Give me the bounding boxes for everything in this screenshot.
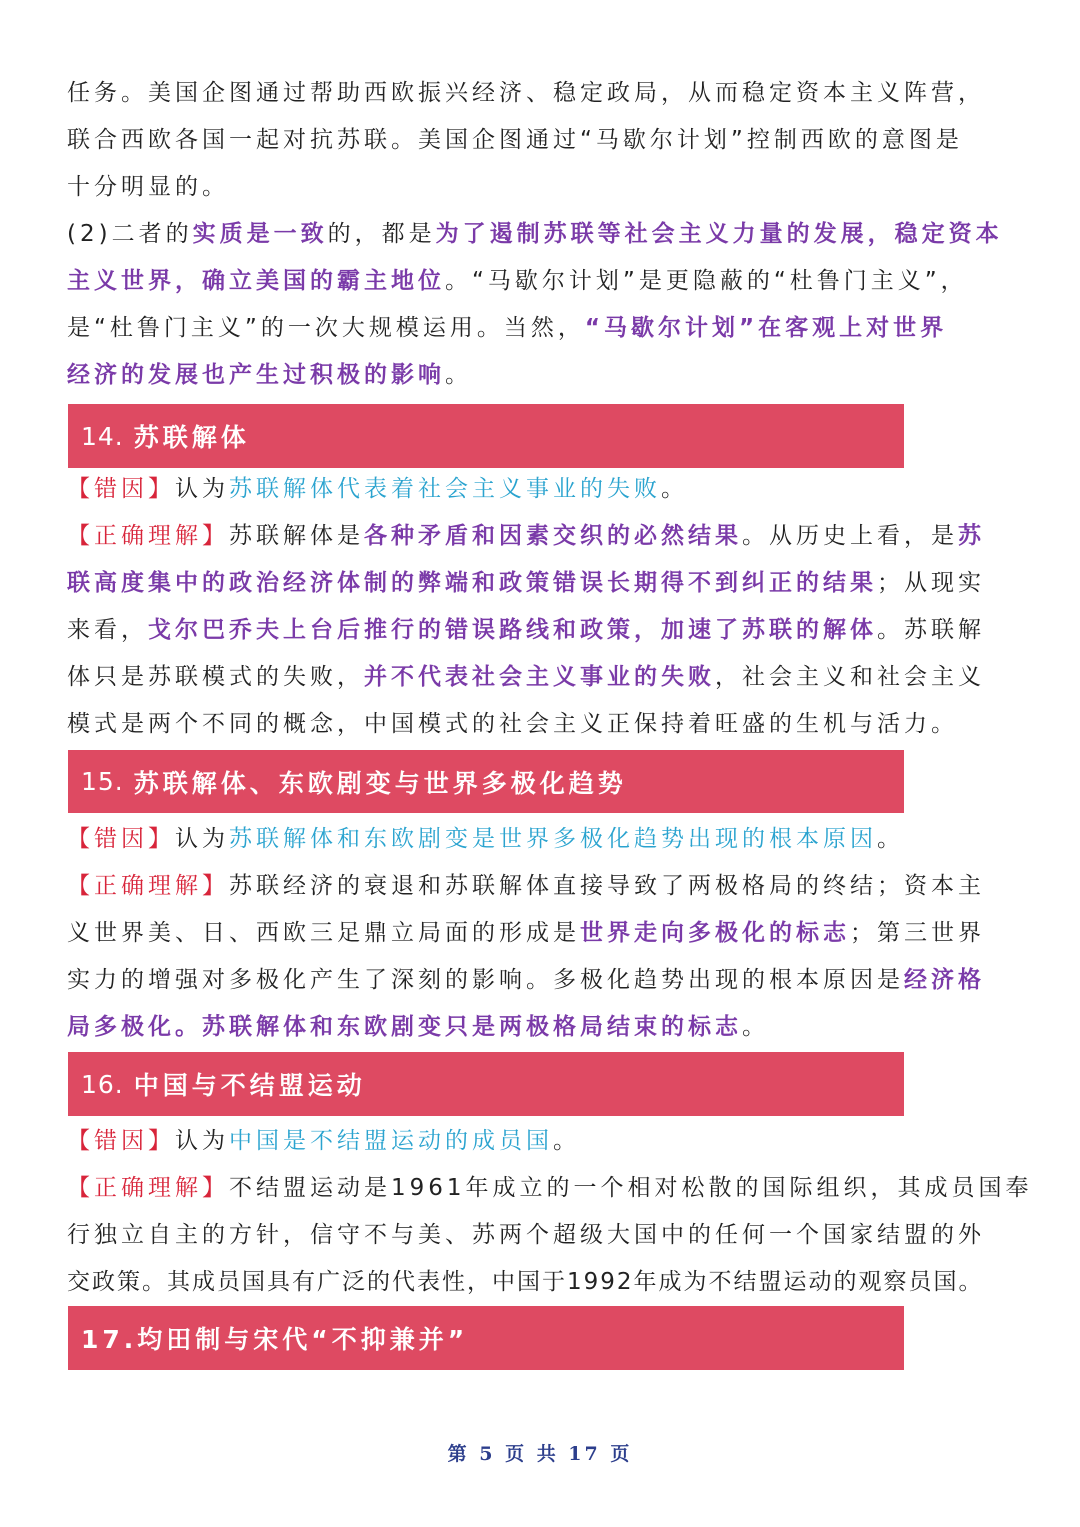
highlight-text: 并不代表社会主义事业的失败: [364, 664, 715, 690]
error-cause-line: 【错因】认为苏联解体和东欧剧变是世界多极化趋势出现的根本原因。: [67, 826, 904, 852]
section-title: 17.均田制与宋代“不抑兼并”: [81, 1325, 469, 1354]
correct-tag: 【正确理解】: [67, 523, 229, 549]
section-heading-14: [68, 404, 904, 468]
section-heading-17: [68, 1306, 904, 1370]
highlight-text: 经济的发展也产生过积极的影响: [67, 362, 445, 388]
section-number: 15.: [81, 767, 124, 796]
section-title: 苏联解体、东欧剧变与世界多极化趋势: [133, 768, 627, 798]
correct-tag: 【正确理解】: [67, 1175, 229, 1201]
highlight-text: 局多极化。苏联解体和东欧剧变只是两极格局结束的标志: [67, 1014, 742, 1040]
error-cause-line: 【错因】认为苏联解体代表着社会主义事业的失败。: [67, 476, 688, 502]
error-cause-line: 【错因】认为中国是不结盟运动的成员国。: [67, 1128, 580, 1154]
paragraph-line: 是“杜鲁门主义”的一次大规模运用。当然，“马歇尔计划”在客观上对世界: [67, 315, 948, 341]
error-tag: 【错因】: [67, 476, 175, 502]
highlight-text: 戈尔巴乔夫上台后推行的错误路线和政策，加速了苏联的解体: [148, 617, 877, 643]
highlight-text: 苏: [958, 523, 985, 549]
highlight-text: 世界走向多极化的标志: [580, 920, 850, 946]
paragraph-line: 体只是苏联模式的失败，并不代表社会主义事业的失败，社会主义和社会主义: [67, 664, 985, 690]
paragraph-line: 模式是两个不同的概念，中国模式的社会主义正保持着旺盛的生机与活力。: [67, 711, 958, 737]
paragraph-line: 来看，戈尔巴乔夫上台后推行的错误路线和政策，加速了苏联的解体。苏联解: [67, 617, 985, 643]
section-heading-15: [68, 750, 904, 813]
section-number: 14.: [81, 421, 124, 451]
section-number: 16.: [81, 1069, 124, 1099]
paragraph-line: 局多极化。苏联解体和东欧剧变只是两极格局结束的标志。: [67, 1014, 769, 1040]
error-tag: 【错因】: [67, 826, 175, 852]
paragraph-line: 【正确理解】苏联经济的衰退和苏联解体直接导致了两极格局的终结；资本主: [67, 873, 985, 899]
correct-tag: 【正确理解】: [67, 873, 229, 899]
section-title: 中国与不结盟运动: [133, 1071, 366, 1100]
paragraph-line: (2)二者的实质是一致的，都是为了遏制苏联等社会主义力量的发展，稳定资本: [67, 221, 1003, 247]
error-text: 苏联解体代表着社会主义事业的失败: [229, 476, 661, 502]
paragraph-line: 主义世界，确立美国的霸主地位。“马歇尔计划”是更隐蔽的“杜鲁门主义”，: [67, 268, 968, 294]
paragraph-line: 【正确理解】苏联解体是各种矛盾和因素交织的必然结果。从历史上看，是苏: [67, 523, 985, 549]
highlight-text: 为了遏制苏联等社会主义力量的发展，稳定资本: [435, 221, 1003, 247]
paragraph-line: 行独立自主的方针，信守不与美、苏两个超级大国中的任何一个国家结盟的外: [67, 1222, 985, 1248]
page-number-footer: 第 5 页 共 17 页: [447, 1443, 633, 1465]
highlight-text: 各种矛盾和因素交织的必然结果: [364, 523, 742, 549]
error-text: 苏联解体和东欧剧变是世界多极化趋势出现的根本原因: [229, 826, 877, 852]
paragraph-line: 实力的增强对多极化产生了深刻的影响。多极化趋势出现的根本原因是经济格: [67, 967, 985, 993]
paragraph-line: 义世界美、日、西欧三足鼎立局面的形成是世界走向多极化的标志；第三世界: [67, 920, 985, 946]
paragraph-line: 任务。美国企图通过帮助西欧振兴经济、稳定政局，从而稳定资本主义阵营，: [67, 80, 985, 106]
section-title: 苏联解体: [133, 423, 250, 452]
highlight-text: 实质是一致: [192, 221, 328, 247]
paragraph-line: 交政策。其成员国具有广泛的代表性，中国于1992年成为不结盟运动的观察员国。: [67, 1269, 984, 1295]
highlight-text: 主义世界，确立美国的霸主地位: [67, 268, 445, 294]
highlight-text: 联高度集中的政治经济体制的弊端和政策错误长期得不到纠正的结果: [67, 570, 877, 596]
paragraph-line: 经济的发展也产生过积极的影响。: [67, 362, 472, 388]
paragraph-line: 联高度集中的政治经济体制的弊端和政策错误长期得不到纠正的结果；从现实: [67, 570, 985, 596]
error-text: 中国是不结盟运动的成员国: [229, 1128, 553, 1154]
highlight-text: 经济格: [904, 967, 985, 993]
paragraph-line: 十分明显的。: [67, 174, 229, 200]
error-tag: 【错因】: [67, 1128, 175, 1154]
paragraph-line: 【正确理解】不结盟运动是1961年成立的一个相对松散的国际组织，其成员国奉: [67, 1175, 1033, 1201]
highlight-text: “马歇尔计划”在客观上对世界: [584, 315, 948, 341]
section-heading-16: [68, 1052, 904, 1116]
paragraph-line: 联合西欧各国一起对抗苏联。美国企图通过“马歇尔计划”控制西欧的意图是: [67, 127, 963, 153]
